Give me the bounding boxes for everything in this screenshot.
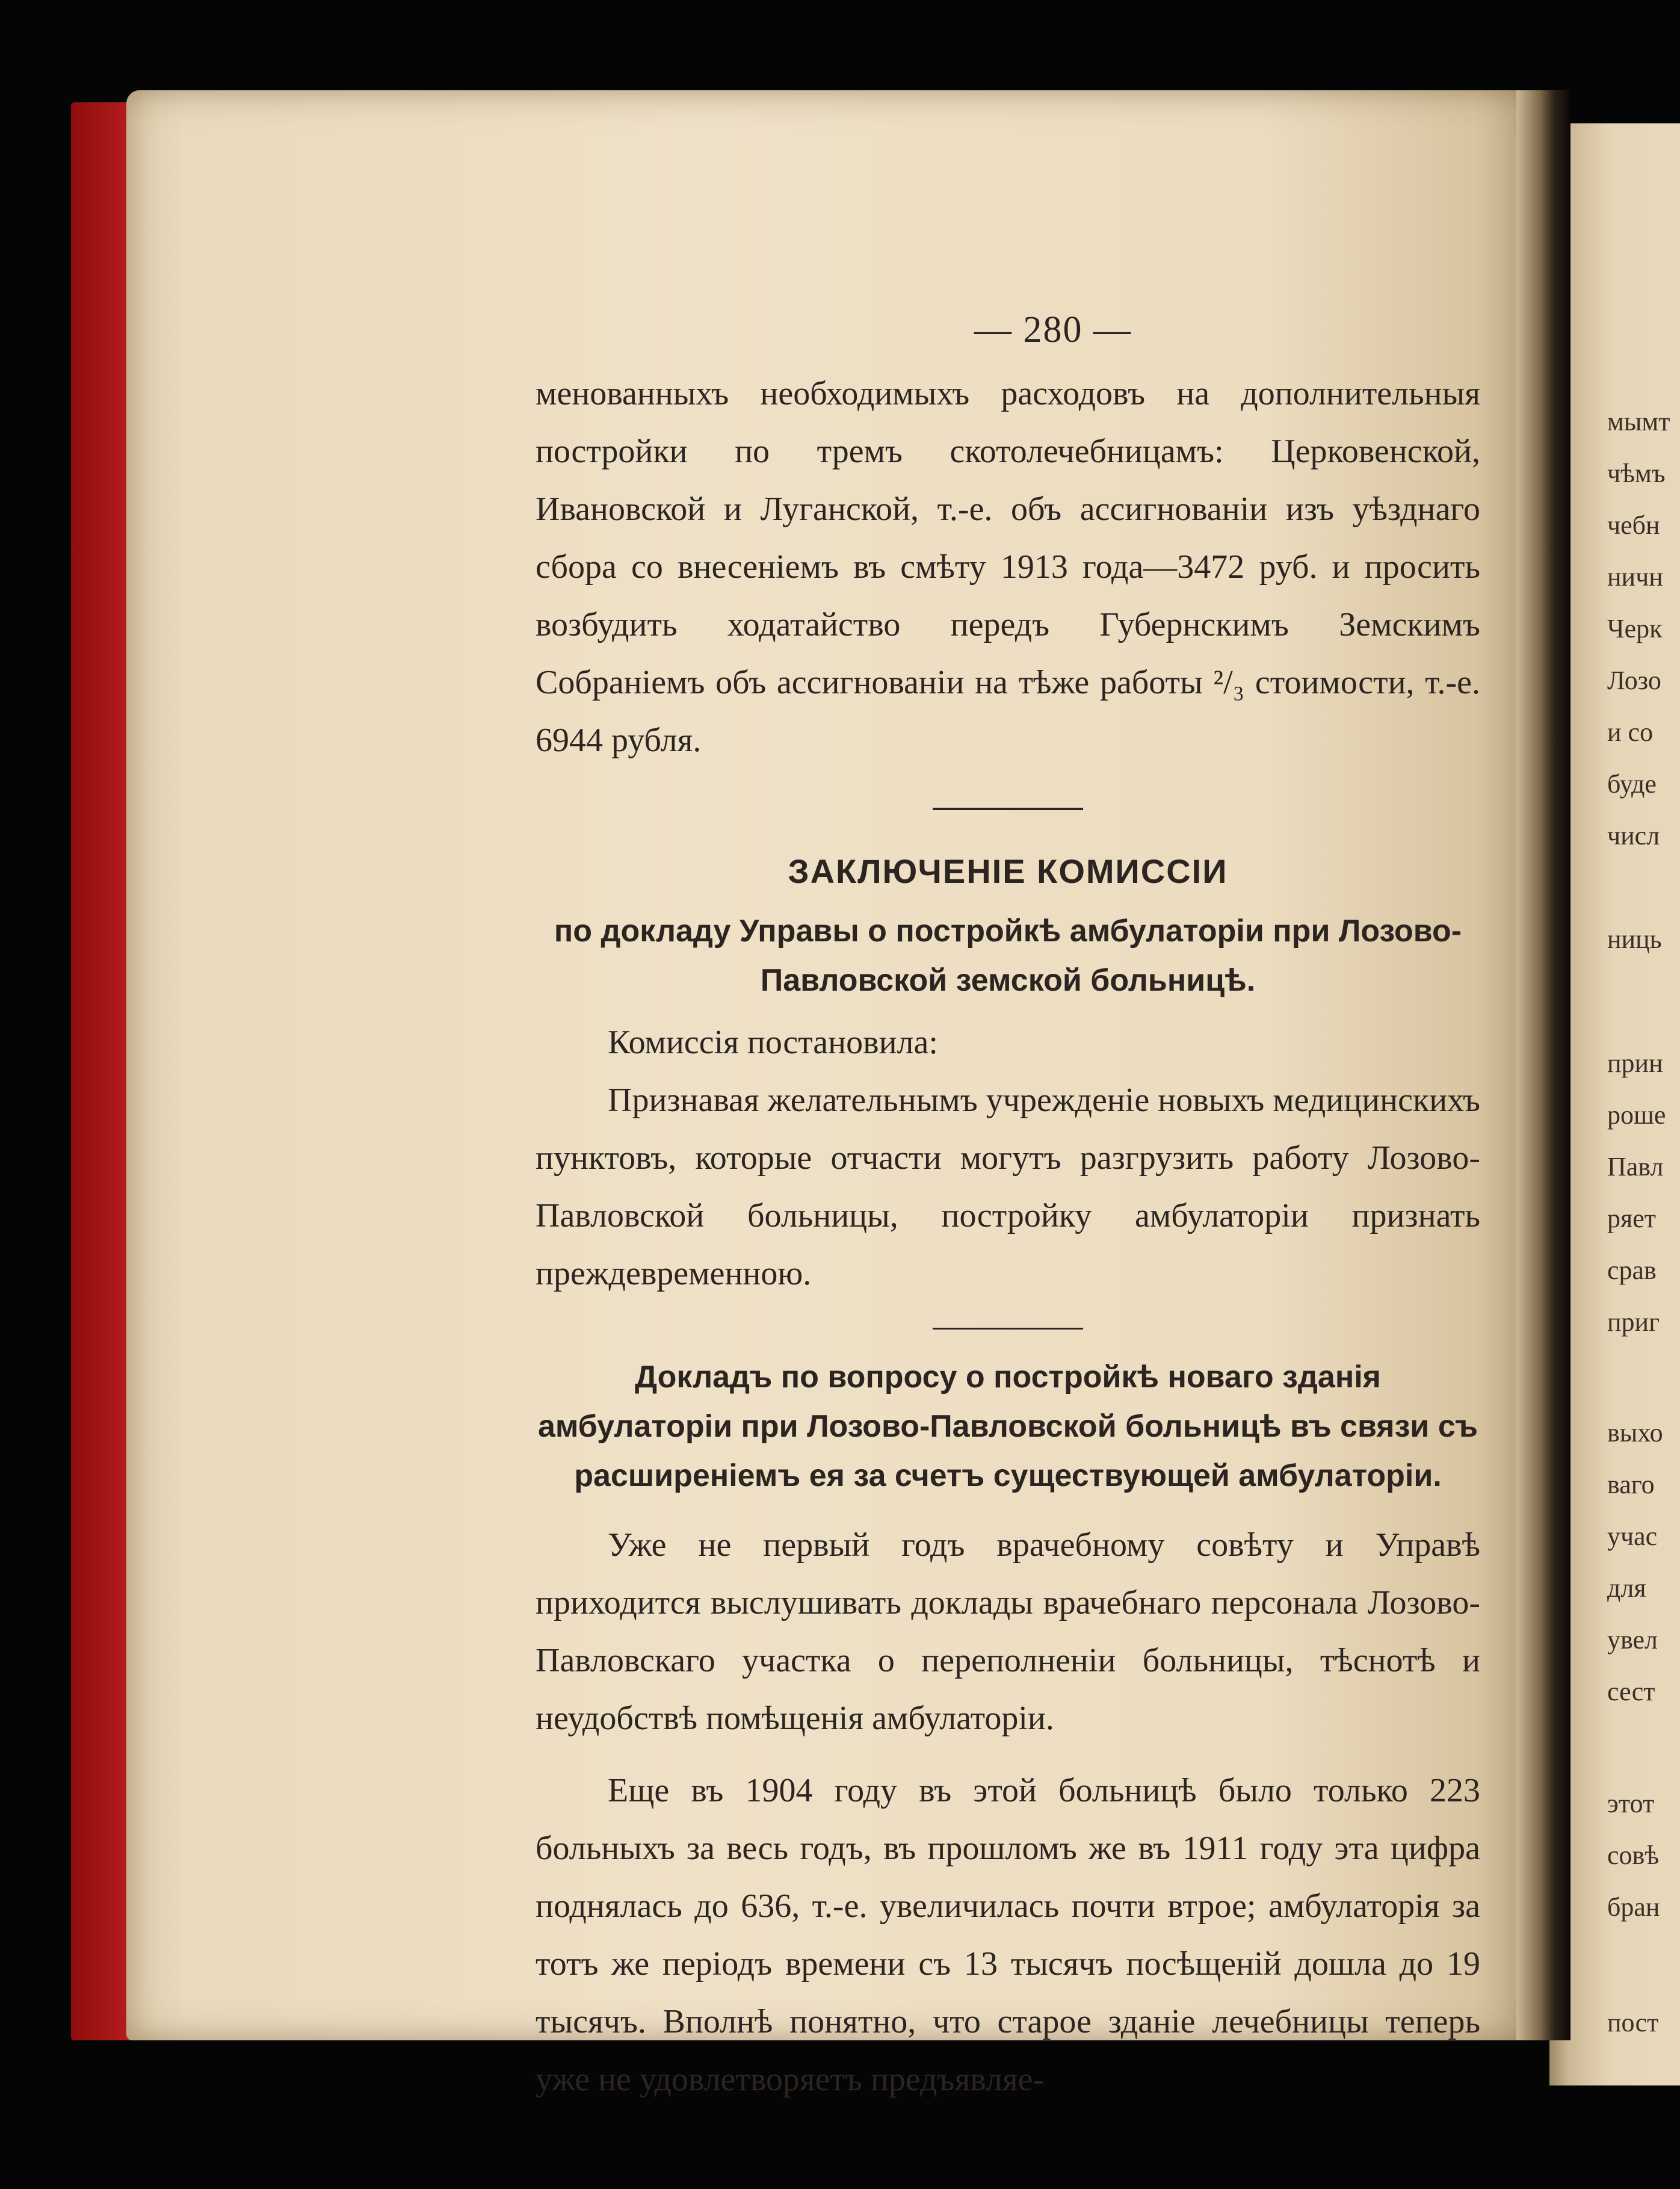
facing-line: чебн [1607, 510, 1660, 540]
facing-line: буде [1607, 769, 1657, 799]
facing-line: ваго [1607, 1470, 1655, 1499]
facing-line: ничн [1607, 562, 1663, 592]
page-number: — 280 — [974, 309, 1132, 350]
facing-line: роше [1607, 1100, 1666, 1130]
facing-line: мымт [1607, 407, 1670, 436]
section-heading: ЗАКЛЮЧЕНІЕ КОМИССІИ [788, 852, 1228, 890]
section-subheading: по докладу Управы о постройкѣ амбулаторіи при Лозово-Павловской земской больницѣ. [554, 914, 1462, 998]
page-content [536, 301, 1480, 2108]
facing-line: чѣмъ [1607, 459, 1666, 488]
facing-line: сест [1607, 1677, 1655, 1706]
facing-line: прин [1607, 1048, 1663, 1078]
facing-line: Лозо [1607, 666, 1661, 695]
commission-resolution: Признавая желательнымъ учрежденіе новыхъ медицинскихъ пунктовъ, которые отчасти могутъ разгрузить работу Лозово-Павловской больницы, постройку амбулаторіи признать преждевременною. [536, 1082, 1480, 1292]
book-gutter [1516, 90, 1570, 2040]
report-paragraph: Еще въ 1904 году въ этой больницѣ было только 223 больныхъ за весь годъ, въ прошломъ же въ 1911 году эта цифра поднялась до 636, т.-е. увеличилась почти втрое; амбулаторія за тотъ же періодъ времени съ 13 тысячъ посѣщеній дошла до 19 тысячъ. Вполнѣ понятно, что старое зданіе лечебницы теперь уже не удовлетворяетъ предъявляе- [536, 1772, 1480, 2098]
facing-line: срав [1607, 1256, 1657, 1285]
section-divider [933, 808, 1083, 810]
facing-line: Черк [1607, 614, 1663, 643]
section-divider [933, 1328, 1083, 1330]
facing-line: ниць [1607, 924, 1662, 954]
facing-line: бран [1607, 1892, 1660, 1922]
report-heading: Докладъ по вопросу о постройкѣ новаго зданія амбулаторіи при Лозово-Павловской больницѣ въ связи съ расширеніемъ ея за счетъ существующей амбулаторіи. [537, 1360, 1478, 1493]
facing-line: ряет [1607, 1204, 1656, 1233]
facing-line: приг [1607, 1307, 1660, 1337]
facing-line: увел [1607, 1625, 1658, 1655]
facing-line: и со [1607, 717, 1654, 747]
facing-line: пост [1607, 2008, 1659, 2037]
paragraph-gap [536, 1747, 1480, 1762]
commission-line: Комиссія постановила: [608, 1024, 938, 1061]
facing-line: Павл [1607, 1152, 1664, 1181]
facing-line: числ [1607, 821, 1660, 850]
paragraph-continued: менованныхъ необходимыхъ расходовъ на дополнительныя постройки по тремъ скотолечебницамъ: Церковенской, Ивановской и Луганской, т.-е. объ ассигнованіи изъ уѣзднаго сбора со внесеніемъ въ смѣту 1913 года—3472 руб. и просить возбудить ходатайство передъ Губернскимъ Земскимъ Собраніемъ объ ассигнованіи на тѣже работы ²/₃ стоимости, т.-е. 6944 рубля. [536, 375, 1480, 759]
facing-line: учас [1607, 1522, 1658, 1551]
facing-line: выхо [1607, 1418, 1663, 1447]
facing-line: этот [1607, 1789, 1655, 1818]
facing-line: для [1607, 1573, 1646, 1603]
facing-line: совѣ [1607, 1841, 1660, 1870]
report-paragraph: Уже не первый годъ врачебному совѣту и Управѣ приходится выслушивать доклады врачебнаго персонала Лозово-Павловскаго участка о переполненіи больницы, тѣснотѣ и неудобствѣ помѣщенія амбулаторіи. [536, 1526, 1480, 1737]
